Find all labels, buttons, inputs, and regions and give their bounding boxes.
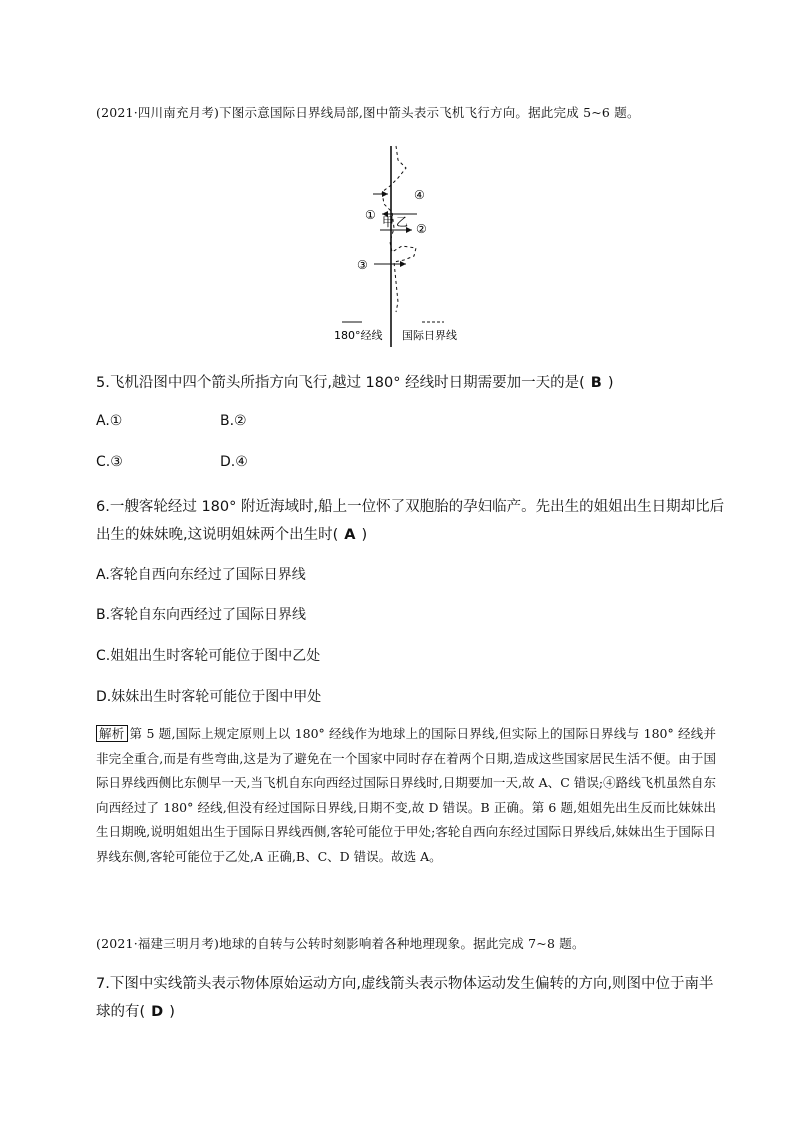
q5-option-c: C.③ xyxy=(96,454,123,470)
q6-option-b: B.客轮自东向西经过了国际日界线 xyxy=(96,607,307,623)
q6-option-d: D.妹妹出生时客轮可能位于图中甲处 xyxy=(96,689,322,705)
q7-answer: D xyxy=(151,1004,164,1020)
q6-option-c: C.姐姐出生时客轮可能位于图中乙处 xyxy=(96,648,321,664)
marker-3: ③ xyxy=(357,258,368,272)
intro-5-6: (2021·四川南充月考)下图示意国际日界线局部,图中箭头表示飞机飞行方向。据此完成 5~6 题。 xyxy=(96,105,640,120)
q5-close: ) xyxy=(607,375,614,391)
question-5 xyxy=(96,371,613,392)
date-line-dashed xyxy=(382,146,416,312)
date-line-figure xyxy=(320,142,490,352)
question-7-line2 xyxy=(96,1000,175,1021)
q6-stem-2: 出生的妹妹晚,这说明姐妹两个出生时( xyxy=(96,527,339,543)
q7-stem-2: 球的有( xyxy=(96,1004,146,1020)
label-yi: 乙 xyxy=(396,215,409,229)
q5-answer: B xyxy=(590,375,602,391)
label-jia: 甲 xyxy=(382,215,395,229)
q5-option-a: A.① xyxy=(96,413,123,429)
question-6: 6.一艘客轮经过 180° 附近海域时,船上一位怀了双胞胎的孕妇临产。先出生的姐姐出生日期却比后 xyxy=(96,499,725,515)
analysis-tag: 解析 xyxy=(96,725,128,742)
question-6-line2 xyxy=(96,523,367,544)
q6-answer: A xyxy=(344,527,356,543)
q6-option-a: A.客轮自西向东经过了国际日界线 xyxy=(96,567,306,583)
q6-close: ) xyxy=(361,527,368,543)
question-7: 7.下图中实线箭头表示物体原始运动方向,虚线箭头表示物体运动发生偏转的方向,则图中位于南半 xyxy=(96,976,714,992)
q5-option-d: D.④ xyxy=(220,454,248,470)
analysis-block xyxy=(96,722,716,869)
marker-4: ④ xyxy=(414,188,425,202)
analysis-text: 第 5 题,国际上规定原则上以 180° 经线作为地球上的国际日界线,但实际上的国际日界线与 180° 经线并非完全重合,而是有些弯曲,这是为了避免在一个国家中同时存在着两个日期,造成这些国家居民生活不便。由于国际日界线西侧比东侧早一天,当飞机自东向西经过国际日界线时,日期要加一天,故 A、C 错误;④路线飞机虽然自东向西经过了 180° 经线,但没有经过国际日界线,日期不变,故 D 错误。B 正确。第 6 题,姐姐先出生反而比妹妹出生日期晚,说明姐姐出生于国际日界线西侧,客轮可能位于甲处;客轮自西向东经过国际日界线后,妹妹出生于国际日界线东侧,客轮可能位于乙处,A 正确,B、C、D 错误。故选 A。 xyxy=(96,726,716,864)
q5-option-b: B.② xyxy=(220,413,247,429)
q5-stem: 5.飞机沿图中四个箭头所指方向飞行,越过 180° 经线时日期需要加一天的是( xyxy=(96,375,585,391)
marker-1: ① xyxy=(365,208,376,222)
marker-2: ② xyxy=(416,222,427,236)
legend-solid-label: 180°经线 xyxy=(334,329,383,342)
intro-7-8: (2021·福建三明月考)地球的自转与公转时刻影响着各种地理现象。据此完成 7~8 题。 xyxy=(96,936,585,951)
q7-close: ) xyxy=(169,1004,175,1020)
legend-dashed-label: 国际日界线 xyxy=(402,329,457,342)
